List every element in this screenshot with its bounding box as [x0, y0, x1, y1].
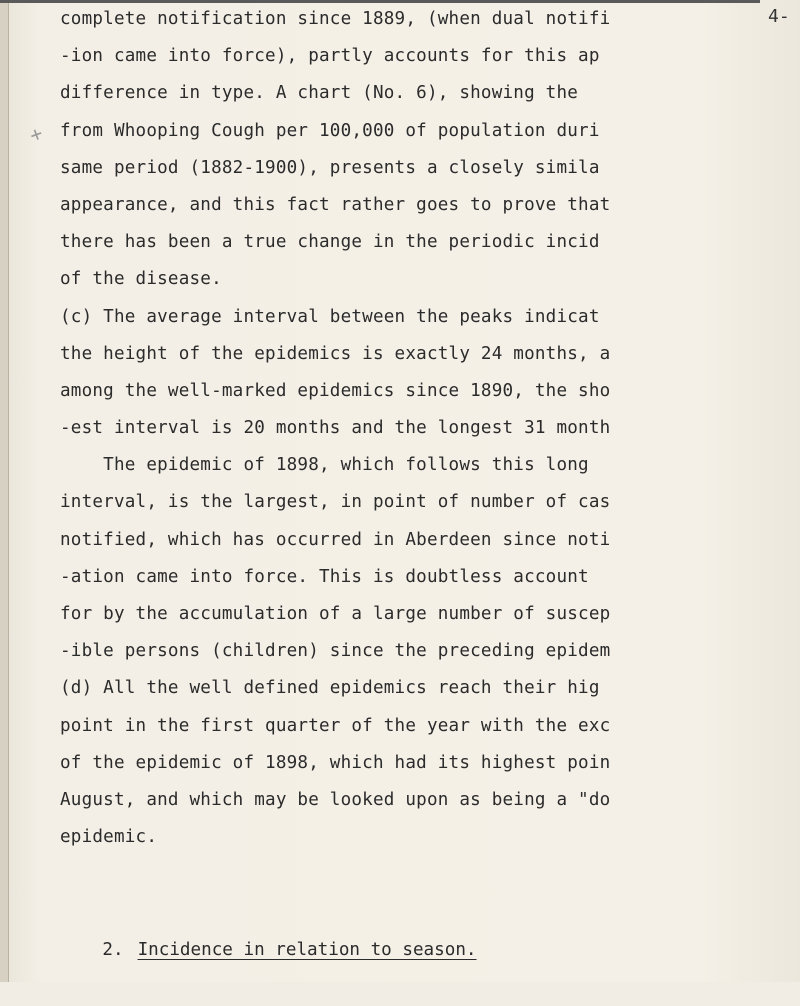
text-line: -ion came into force), partly accounts for this ap	[60, 46, 600, 67]
body-text	[60, 0, 800, 856]
text-line: epidemic.	[60, 827, 158, 848]
text-line: -ation came into force. This is doubtless account	[60, 566, 589, 587]
binding-edge	[0, 0, 9, 982]
text-line: difference in type. A chart (No. 6), showing the	[60, 83, 579, 104]
text-line: August, and which may be looked upon as being a "do	[60, 789, 611, 810]
text-line: there has been a true change in the periodic incid	[60, 232, 600, 253]
text-line: point in the first quarter of the year with the exc	[60, 715, 611, 736]
section-number: 2.	[102, 940, 124, 960]
text-line: from Whooping Cough per 100,000 of population duri	[60, 120, 600, 141]
margin-mark: +	[26, 120, 46, 148]
corner-mark: 4-	[768, 6, 790, 27]
text-line: of the disease.	[60, 269, 222, 290]
text-line: -est interval is 20 months and the longest 31 month	[60, 418, 611, 439]
section-heading	[60, 895, 477, 1006]
text-line: interval, is the largest, in point of number of cas	[60, 492, 611, 513]
text-line: the height of the epidemics is exactly 24 months, a	[60, 343, 611, 364]
text-line: notified, which has occurred in Aberdeen since noti	[60, 529, 611, 550]
text-line: (c) The average interval between the peaks indicat	[60, 306, 600, 327]
text-line: of the epidemic of 1898, which had its highest poin	[60, 752, 611, 773]
text-line: same period (1882-1900), presents a closely simila	[60, 157, 600, 178]
text-line: appearance, and this fact rather goes to prove that	[60, 194, 611, 215]
text-line: -ible persons (children) since the preceding epidem	[60, 641, 611, 662]
text-line: among the well-marked epidemics since 1890, the sho	[60, 380, 611, 401]
text-line: for by the accumulation of a large number of suscep	[60, 604, 611, 624]
text-line: (d) All the well defined epidemics reach their hig	[60, 678, 600, 699]
text-line: complete notification since 1889, (when dual notifi	[60, 9, 611, 29]
text-line: The epidemic of 1898, which follows this long	[60, 455, 589, 476]
section-title: Incidence in relation to season.	[137, 940, 477, 960]
